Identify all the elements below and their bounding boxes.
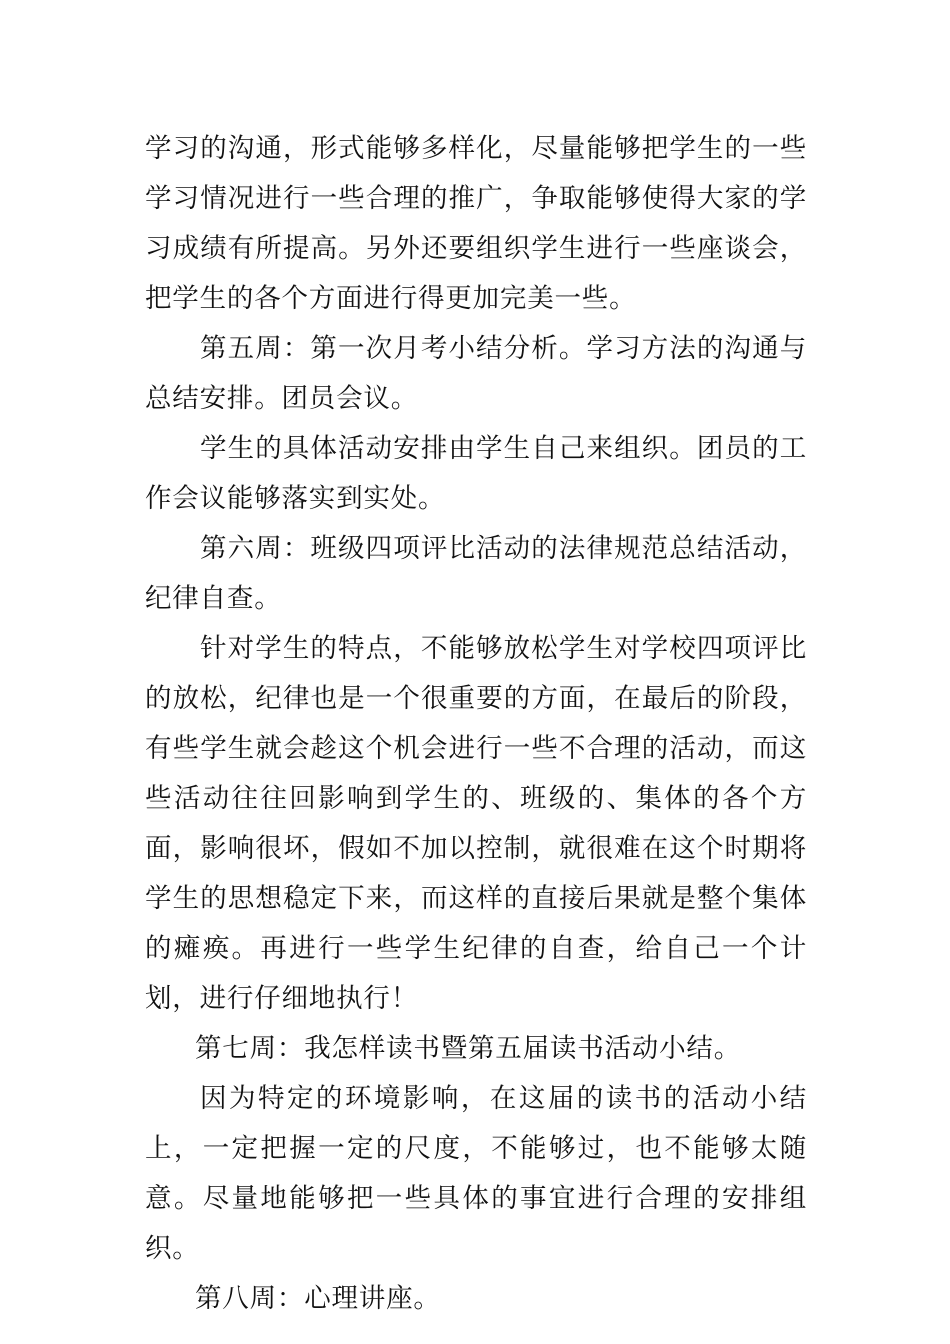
- paragraph-week-seven: 第七周：我怎样读书暨第五届读书活动小结。: [195, 1033, 741, 1064]
- paragraph-week-seven-detail: 因为特定的环境影响，在这届的读书的活动小结上，一定把握一定的尺度，不能够过，也不能够太随意。尽量地能够把一些具体的事宜进行合理的安排组织。: [145, 1083, 807, 1264]
- paragraph-week-five: 第五周：第一次月考小结分析。学习方法的沟通与总结安排。团员会议。: [145, 333, 807, 414]
- paragraph-week-six: 第六周：班级四项评比活动的法律规范总结活动，纪律自查。: [145, 533, 807, 614]
- paragraph-week-eight: 第八周：心理讲座。: [195, 1283, 441, 1314]
- paragraph-continuation: 学习的沟通，形式能够多样化，尽量能够把学生的一些学习情况进行一些合理的推广，争取能够使得大家的学习成绩有所提高。另外还要组织学生进行一些座谈会，把学生的各个方面进行得更加完美一些。: [145, 133, 807, 314]
- paragraph-week-six-detail: 针对学生的特点，不能够放松学生对学校四项评比的放松，纪律也是一个很重要的方面，在最后的阶段，有些学生就会趁这个机会进行一些不合理的活动，而这些活动往往回影响到学生的、班级的、集体的各个方面，影响很坏，假如不加以控制，就很难在这个时期将学生的思想稳定下来，而这样的直接后果就是整个集体的瘫痪。再进行一些学生纪律的自查，给自己一个计划，进行仔细地执行！: [145, 633, 807, 1014]
- paragraph-week-five-detail: 学生的具体活动安排由学生自己来组织。团员的工作会议能够落实到实处。: [145, 433, 807, 514]
- document-body: [145, 124, 807, 1324]
